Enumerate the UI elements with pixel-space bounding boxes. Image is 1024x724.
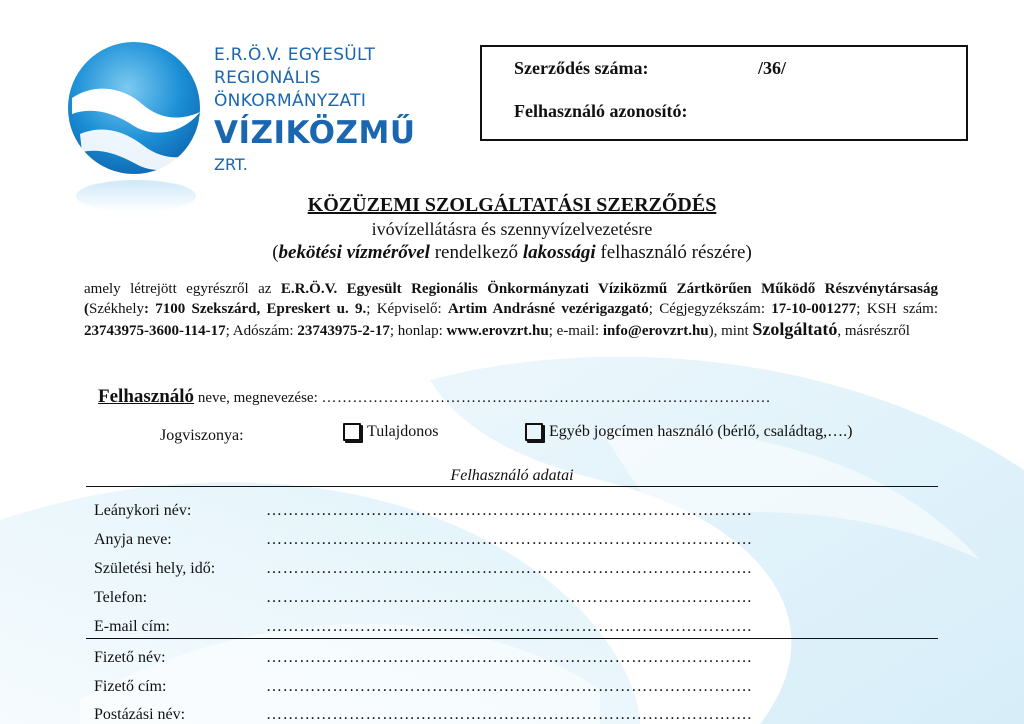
company-email: info@erovzrt.hu	[602, 323, 709, 339]
user-name-line	[98, 386, 771, 408]
intro-text-7: ; Adószám:	[225, 323, 298, 339]
logo-line-4: VÍZIKÖZMŰ	[214, 115, 416, 151]
document-subtitle: ivóvízellátásra és szennyvízelvezetésre	[371, 219, 653, 239]
email-label: E-mail cím:	[94, 618, 170, 635]
logo-text	[214, 44, 416, 177]
intro-text-6: ; KSH szám:	[856, 301, 938, 317]
company-representative: Artim Andrásné vezérigazgató	[447, 301, 649, 317]
payer-name-label: Fizető név:	[94, 649, 166, 666]
mailing-name-label: Postázási név:	[94, 706, 186, 723]
document-subtitle-2	[0, 240, 1024, 266]
payer-name-field[interactable]: …………………………………………………………………………….	[266, 649, 752, 666]
company-name: E.R.Ö.V. Egyesült Regionális Önkormányzati Víziközmű Zártkörűen Működő Részvénytársaság (	[84, 281, 938, 317]
company-website: www.erovzrt.hu	[446, 323, 549, 339]
user-data-heading: Felhasználó adatai	[450, 467, 574, 484]
contract-number-label: Szerződés száma:	[514, 58, 649, 78]
intro-text-4: ; Képviselő:	[366, 301, 448, 317]
mother-name-label: Anyja neve:	[94, 531, 172, 548]
intro-text-8: ; honlap:	[389, 323, 447, 339]
payer-address-label: Fizető cím:	[94, 678, 167, 695]
subtitle-2-mid-1: rendelkező	[429, 242, 523, 263]
logo-line-1: E.R.Ö.V. EGYESÜLT	[214, 45, 376, 65]
subtitle-2-residential: lakossági	[522, 242, 596, 263]
owner-option[interactable]	[343, 423, 438, 441]
mother-name-field[interactable]: …………………………………………………………………………….	[266, 531, 752, 548]
ksh-number: 23743975-3600-114-17	[84, 323, 226, 339]
subtitle-2-meter: bekötési vízmérővel	[278, 242, 430, 263]
payer-address-field[interactable]: …………………………………………………………………………….	[266, 678, 752, 695]
provider-label: Szolgáltató	[752, 319, 838, 339]
owner-label: Tulajdonos	[367, 423, 439, 440]
logo-line-3: ÖNKORMÁNYZATI	[214, 91, 367, 111]
maiden-name-field[interactable]: …………………………………………………………………………….	[266, 502, 752, 519]
other-user-option[interactable]	[525, 423, 852, 441]
intro-text-9: ; e-mail:	[548, 323, 603, 339]
maiden-name-label: Leánykori név:	[94, 502, 192, 519]
phone-field[interactable]: …………………………………………………………………………….	[266, 589, 752, 606]
user-label: Felhasználó	[98, 386, 195, 407]
subtitle-2-end: felhasználó részére)	[595, 242, 752, 263]
section-mid-rule	[86, 638, 938, 639]
user-id-label: Felhasználó azonosító:	[514, 101, 688, 121]
section-top-rule	[86, 486, 938, 487]
owner-checkbox[interactable]	[343, 423, 361, 441]
intro-text-1: amely létrejött egyrészről az	[84, 281, 281, 297]
birth-place-date-field[interactable]: …………………………………………………………………………….	[266, 560, 752, 577]
birth-place-date-label: Születési hely, idő:	[94, 560, 216, 577]
intro-text-10: ), mint	[708, 323, 753, 339]
contract-number-value: /36/	[758, 58, 787, 78]
intro-paragraph	[84, 279, 938, 341]
legal-relationship-label: Jogviszonya:	[160, 427, 244, 444]
intro-text-2: Székhely	[89, 301, 144, 317]
email-field[interactable]: …………………………………………………………………………….	[266, 618, 752, 635]
logo-line-2: REGIONÁLIS	[214, 68, 321, 88]
phone-label: Telefon:	[94, 589, 148, 606]
logo-line-5: ZRT.	[214, 155, 248, 174]
company-address: : 7100 Szekszárd, Epreskert u. 9.	[143, 301, 367, 317]
other-user-checkbox[interactable]	[525, 423, 543, 441]
document-title-block	[0, 192, 1024, 266]
contract-info-box	[480, 45, 968, 141]
subtitle-2-paren: (	[272, 242, 279, 263]
intro-text-5: ; Cégjegyzékszám:	[648, 301, 772, 317]
mailing-name-field[interactable]: …………………………………………………………………………….	[266, 706, 752, 723]
water-drop-logo-icon	[66, 26, 206, 216]
company-registration-number: 17-10-001277	[771, 301, 857, 317]
other-user-label: Egyéb jogcímen használó (bérlő, családtag,….)	[549, 423, 853, 440]
document-title: KÖZÜZEMI SZOLGÁLTATÁSI SZERZŐDÉS	[307, 194, 717, 216]
tax-number: 23743975-2-17	[297, 323, 390, 339]
company-logo	[66, 26, 416, 216]
user-name-field[interactable]: ……………………………………………………………………………	[321, 390, 771, 406]
user-name-caption: neve, megnevezése:	[194, 390, 322, 406]
intro-text-11: , másrészről	[837, 323, 910, 339]
